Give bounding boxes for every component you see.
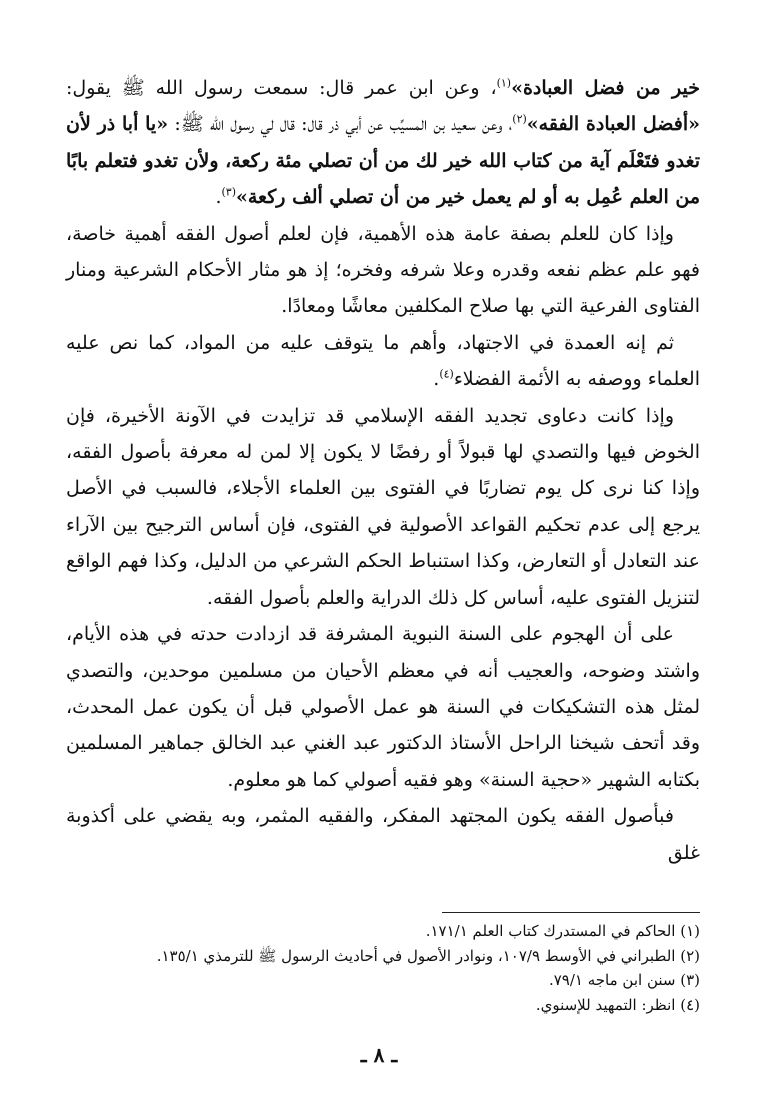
text-run: . xyxy=(433,368,440,391)
footnote-ref: (٢) xyxy=(512,113,527,127)
text-run: ، وعن ابن عمر قال: سمعت رسول الله ﷺ يقول: xyxy=(66,77,497,99)
footnote-item: (٢) الطبراني في الأوسط ١٠٧/٩، ونوادر الأصول في أحاديث الرسول ﷺ للترمذي ١٣٥/١. xyxy=(156,946,700,965)
footnote-item: (٣) سنن ابن ماجه ٧٩/١. xyxy=(548,971,700,990)
paragraph-4: وإذا كانت دعاوى تجديد الفقه الإسلامي قد تزايدت في الآونة الأخيرة، فإن الخوض فيها والتصدي لها قبولاً أو رفضًا لا يكون إلا لمن له معرفة بأصول الفقه، وإذا كنا نرى كل يوم تضاربًا في الفتوى بين العلماء الأجلاء، فالسبب في الأصل يرجع إلى عدم تحكيم القواعد الأصولية في الفتوى، فإن أساس الترجيح بين الآراء عند التعادل أو التعارض، وكذا استنباط الحكم الشرعي من الدليل، وكذا فهم الواقع لتنزيل الفتوى عليه، أساس كل ذلك الدراية والعلم بأصول الفقه. xyxy=(66,404,700,609)
text-run: ثم إنه العمدة في الاجتهاد، وأهم ما يتوقف عليه من المواد، كما نص عليه العلماء ووصفه به الأئمة الفضلاء xyxy=(66,331,700,391)
footnote-item: (١) الحاكم في المستدرك كتاب العلم ١٧١/١. xyxy=(425,922,700,940)
text-run: . xyxy=(215,186,222,209)
footnote-separator xyxy=(442,912,700,913)
paragraph-3 xyxy=(66,325,700,398)
paragraph-5: على أن الهجوم على السنة النبوية المشرفة قد ازدادت حدته في هذه الأيام، واشتد وضوحه، والعجيب أنه في معظم الأحيان من مسلمين موحدين، والتصدي لمثل هذه التشكيكات في السنة هو عمل الأصولي قبل أن يكون عمل المحدث، وقد أتحف شيخنا الراحل الأستاذ الدكتور عبد الغني عبد الخالق جماهير المسلمين بكتابه الشهير «حجية السنة» وهو فقيه أصولي كما هو معلوم. xyxy=(66,623,700,791)
text-run: ، وعن سعيد بن المسيِّب عن أبي ذر قال: قال لي رسول الله ﷺ: xyxy=(168,113,513,136)
paragraph-1 xyxy=(66,70,700,216)
paragraph-6: فبأصول الفقه يكون المجتهد المفكر، والفقيه المثمر، وبه يقضي على أكذوبة غلق xyxy=(66,805,700,864)
quote-bold: خير من فضل العبادة» xyxy=(511,77,700,99)
footnote-item: (٤) انظر: التمهيد للإسنوي. xyxy=(535,995,700,1014)
footnote-ref: (٣) xyxy=(221,185,236,199)
footnote-ref: (١) xyxy=(496,76,512,90)
page-body xyxy=(66,70,700,871)
quote-bold: «أفضل العبادة الفقه» xyxy=(526,113,700,136)
paragraph-2: وإذا كان للعلم بصفة عامة هذه الأهمية، فإن لعلم أصول الفقه أهمية خاصة، فهو علم عظم نفعه وقدره وعلا شرفه وفخره؛ إذ هو مثار الأحكام الشرعية ومنار الفتاوى الفرعية التي بها صلاح المكلفين معاشًا ومعادًا. xyxy=(66,222,700,318)
page-number: ـ ٨ ـ xyxy=(360,1043,398,1067)
footnotes xyxy=(66,919,700,1017)
footnote-ref: (٤) xyxy=(439,367,454,381)
quote-bold: «يا أبا ذر لأن تغدو فتَعْلَم آية من كتاب الله خير لك من أن تصلي مئة ركعة، ولأن تغدو فتعلم بابًا من العلم عُمِل به أو لم يعمل خير من أن تصلي ألف ركعة» xyxy=(66,113,700,209)
